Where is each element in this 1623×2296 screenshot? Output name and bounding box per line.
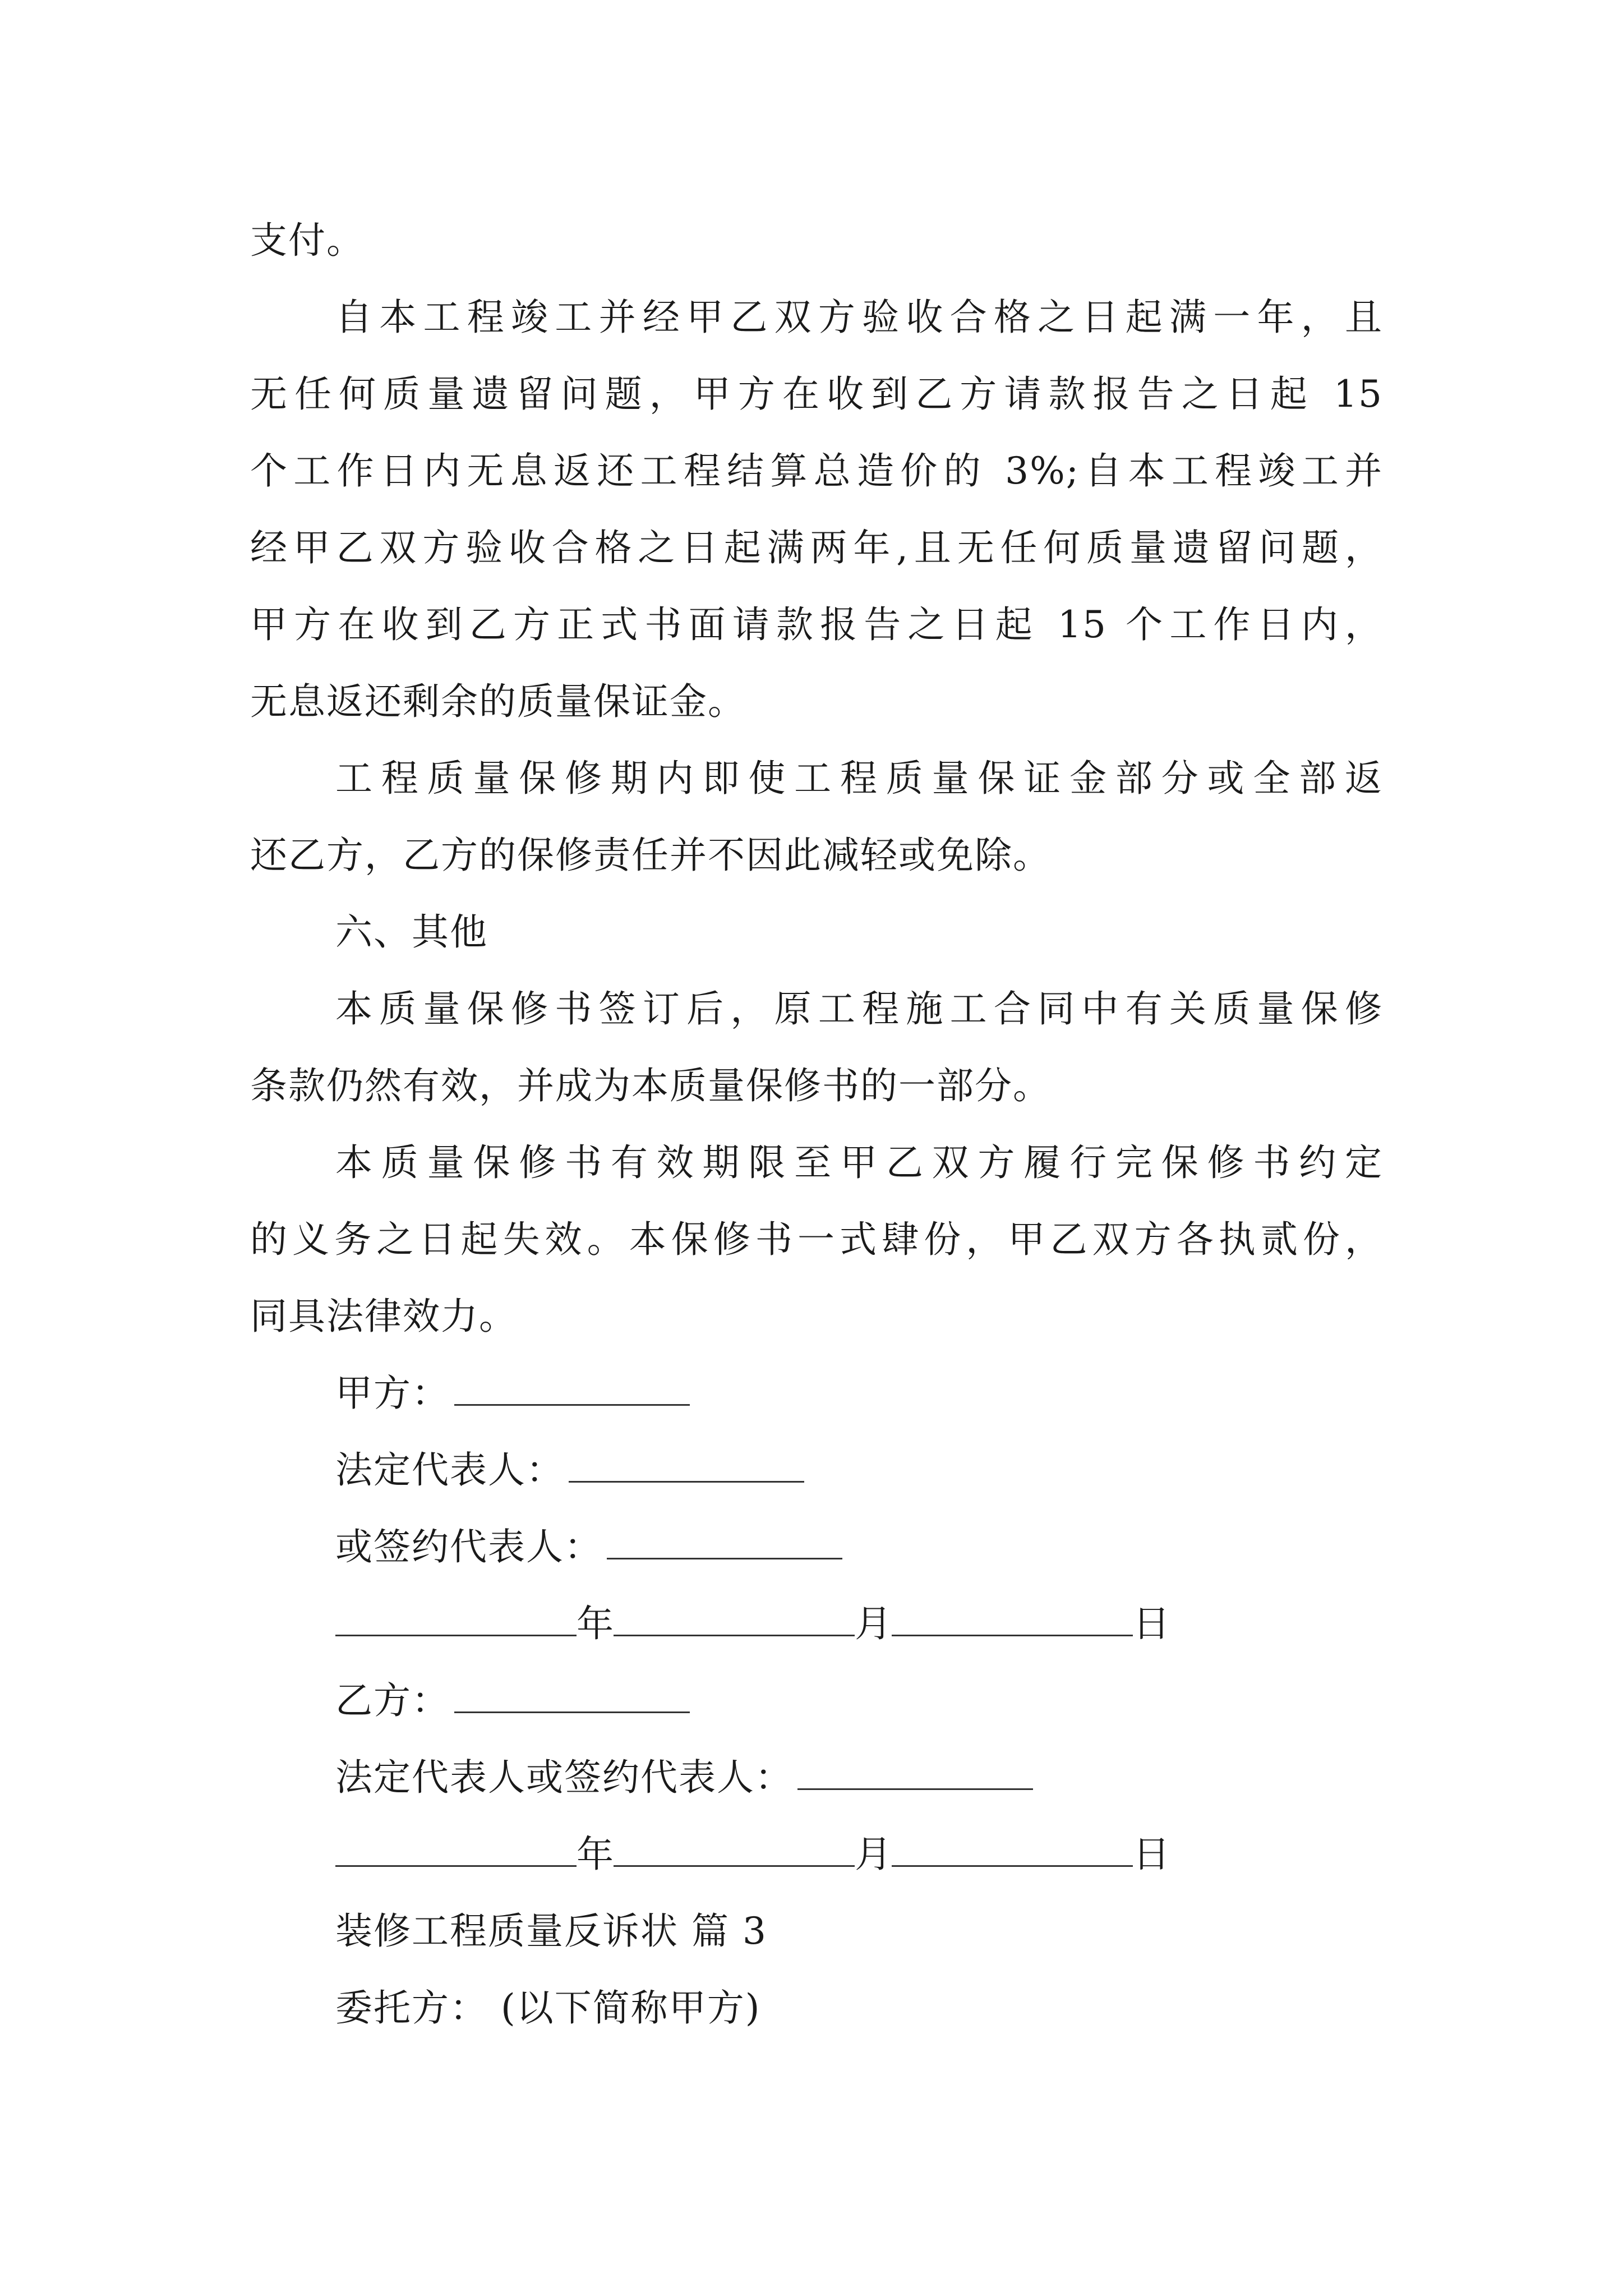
date-row-a — [250, 1585, 1383, 1662]
paragraph-line: 本质量保修书有效期限至甲乙双方履行完保修书约定 — [335, 1141, 1383, 1184]
month-blank[interactable] — [614, 1833, 855, 1867]
legal-rep-row — [250, 1432, 1383, 1508]
month-label: 月 — [855, 1602, 892, 1645]
paragraph-line: 无任何质量遗留问题，甲方在收到乙方请款报告之日起 15 — [250, 372, 1383, 416]
paragraph-line: 本质量保修书签订后，原工程施工合同中有关质量保修 — [335, 987, 1383, 1030]
section-heading: 六、其他 — [335, 910, 488, 954]
party-a-label: 甲方： — [335, 1372, 450, 1415]
date-row-b — [250, 1816, 1383, 1893]
next-section-title: 装修工程质量反诉状 篇 3 — [335, 1910, 767, 1953]
day-label: 日 — [1133, 1602, 1170, 1645]
paragraph-line: 支付。 — [250, 219, 365, 262]
party-b-rep-label: 法定代表人或签约代表人： — [335, 1756, 793, 1799]
paragraph-line: 经甲乙双方验收合格之日起满两年,且无任何质量遗留问题， — [250, 526, 1383, 569]
year-label: 年 — [577, 1602, 614, 1645]
legal-rep-label: 法定代表人： — [335, 1448, 564, 1492]
day-blank[interactable] — [892, 1833, 1133, 1867]
paragraph-line: 自本工程竣工并经甲乙双方验收合格之日起满一年，且 — [335, 296, 1383, 339]
paragraph-line: 个工作日内无息返还工程结算总造价的 3%;自本工程竣工并 — [250, 449, 1383, 493]
day-label: 日 — [1133, 1833, 1170, 1876]
paragraph-line: 无息返还剩余的质量保证金。 — [250, 680, 746, 723]
paragraph-line: 条款仍然有效，并成为本质量保修书的一部分。 — [250, 1064, 1051, 1107]
signing-rep-label: 或签约代表人： — [335, 1525, 602, 1568]
year-blank[interactable] — [335, 1602, 577, 1636]
party-b-rep-row — [250, 1739, 1383, 1816]
day-blank[interactable] — [892, 1602, 1133, 1636]
document-page — [250, 202, 1383, 2046]
signing-rep-blank[interactable] — [607, 1525, 842, 1559]
signing-rep-row — [250, 1508, 1383, 1585]
principal-line: 委托方： (以下简称甲方) — [335, 1986, 761, 2030]
year-blank[interactable] — [335, 1833, 577, 1867]
month-label: 月 — [855, 1833, 892, 1876]
paragraph-line: 还乙方，乙方的保修责任并不因此减轻或免除。 — [250, 834, 1051, 877]
paragraph-line: 工程质量保修期内即使工程质量保证金部分或全部返 — [335, 757, 1383, 800]
party-b-label: 乙方： — [335, 1679, 450, 1722]
party-b-row — [250, 1662, 1383, 1739]
year-label: 年 — [577, 1833, 614, 1876]
paragraph-line: 甲方在收到乙方正式书面请款报告之日起 15 个工作日内， — [250, 603, 1383, 646]
month-blank[interactable] — [614, 1602, 855, 1636]
party-a-blank[interactable] — [454, 1372, 690, 1406]
party-a-row — [250, 1355, 1383, 1432]
paragraph-line: 同具法律效力。 — [250, 1295, 517, 1338]
legal-rep-blank[interactable] — [569, 1448, 804, 1483]
party-b-rep-blank[interactable] — [797, 1756, 1033, 1790]
paragraph-line: 的义务之日起失效。本保修书一式肆份，甲乙双方各执贰份， — [250, 1218, 1383, 1261]
party-b-blank[interactable] — [454, 1679, 690, 1713]
